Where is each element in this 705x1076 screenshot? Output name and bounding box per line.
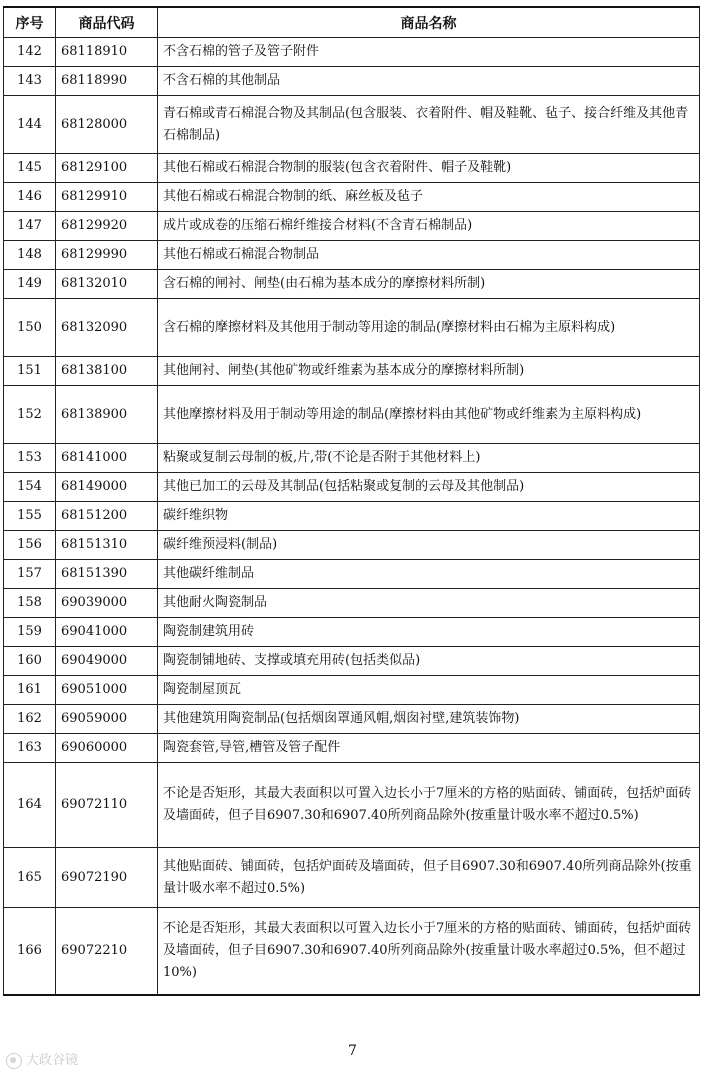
product-code-cell: 68118910	[56, 38, 158, 67]
table-row	[4, 212, 700, 241]
product-name-cell: 碳纤维预浸料(制品)	[158, 531, 700, 560]
product-code-cell: 68151200	[56, 502, 158, 531]
header-product-code: 商品代码	[56, 7, 158, 38]
product-code-cell: 68151310	[56, 531, 158, 560]
product-code-cell: 68128000	[56, 96, 158, 154]
serial-number-cell: 153	[4, 444, 56, 473]
product-name-cell: 其他石棉或石棉混合物制的服装(包含衣着附件、帽子及鞋靴)	[158, 154, 700, 183]
table-row	[4, 241, 700, 270]
serial-number-cell: 152	[4, 386, 56, 444]
serial-number-cell: 148	[4, 241, 56, 270]
serial-number-cell: 160	[4, 647, 56, 676]
product-code-cell: 69072210	[56, 908, 158, 996]
table-row	[4, 589, 700, 618]
product-code-cell: 68129990	[56, 241, 158, 270]
serial-number-cell: 158	[4, 589, 56, 618]
product-name-cell: 其他建筑用陶瓷制品(包括烟囱罩通风帽,烟囱衬壁,建筑装饰物)	[158, 705, 700, 734]
table-row	[4, 618, 700, 647]
table-row	[4, 183, 700, 212]
serial-number-cell: 145	[4, 154, 56, 183]
product-code-cell: 68129920	[56, 212, 158, 241]
product-code-cell: 68118990	[56, 67, 158, 96]
product-code-cell: 69051000	[56, 676, 158, 705]
goods-table	[3, 6, 700, 996]
product-code-cell: 69072110	[56, 763, 158, 848]
product-code-cell: 69049000	[56, 647, 158, 676]
product-name-cell: 陶瓷套管,导管,槽管及管子配件	[158, 734, 700, 763]
product-code-cell: 68149000	[56, 473, 158, 502]
product-name-cell: 其他碳纤维制品	[158, 560, 700, 589]
table-header-row	[4, 7, 700, 38]
page-number: 7	[348, 1043, 357, 1059]
product-code-cell: 68151390	[56, 560, 158, 589]
product-name-cell: 不论是否矩形，其最大表面积以可置入边长小于7厘米的方格的贴面砖、铺面砖，包括炉面砖及墙面砖，但子目6907.30和6907.40所列商品除外(按重量计吸水率超过0.5%，但不超过10%)	[158, 908, 700, 996]
table-row	[4, 560, 700, 589]
product-code-cell: 69060000	[56, 734, 158, 763]
product-name-cell: 含石棉的闸衬、闸垫(由石棉为基本成分的摩擦材料所制)	[158, 270, 700, 299]
serial-number-cell: 150	[4, 299, 56, 357]
serial-number-cell: 142	[4, 38, 56, 67]
product-name-cell: 陶瓷制建筑用砖	[158, 618, 700, 647]
serial-number-cell: 157	[4, 560, 56, 589]
product-code-cell: 69041000	[56, 618, 158, 647]
serial-number-cell: 143	[4, 67, 56, 96]
table-row	[4, 705, 700, 734]
product-code-cell: 69039000	[56, 589, 158, 618]
product-name-cell: 陶瓷制铺地砖、支撑或填充用砖(包括类似品)	[158, 647, 700, 676]
product-code-cell: 68138100	[56, 357, 158, 386]
product-code-cell: 68132090	[56, 299, 158, 357]
product-name-cell: 粘聚或复制云母制的板,片,带(不论是否附于其他材料上)	[158, 444, 700, 473]
product-name-cell: 其他闸衬、闸垫(其他矿物或纤维素为基本成分的摩擦材料所制)	[158, 357, 700, 386]
serial-number-cell: 166	[4, 908, 56, 996]
serial-number-cell: 161	[4, 676, 56, 705]
serial-number-cell: 154	[4, 473, 56, 502]
table-row	[4, 299, 700, 357]
serial-number-cell: 144	[4, 96, 56, 154]
product-code-cell: 68138900	[56, 386, 158, 444]
product-code-cell: 68141000	[56, 444, 158, 473]
product-code-cell: 68132010	[56, 270, 158, 299]
serial-number-cell: 147	[4, 212, 56, 241]
serial-number-cell: 146	[4, 183, 56, 212]
serial-number-cell: 159	[4, 618, 56, 647]
table-row	[4, 357, 700, 386]
table-row	[4, 647, 700, 676]
serial-number-cell: 163	[4, 734, 56, 763]
watermark	[6, 1049, 78, 1069]
table-row	[4, 270, 700, 299]
serial-number-cell: 162	[4, 705, 56, 734]
header-product-name: 商品名称	[158, 7, 700, 38]
table-row	[4, 763, 700, 848]
header-serial-number: 序号	[4, 7, 56, 38]
serial-number-cell: 149	[4, 270, 56, 299]
serial-number-cell: 151	[4, 357, 56, 386]
serial-number-cell: 164	[4, 763, 56, 848]
watermark-text: 大政谷镜	[26, 1053, 79, 1068]
product-name-cell: 不含石棉的管子及管子附件	[158, 38, 700, 67]
serial-number-cell: 155	[4, 502, 56, 531]
table-row	[4, 67, 700, 96]
table-row	[4, 502, 700, 531]
product-name-cell: 成片或成卷的压缩石棉纤维接合材料(不含青石棉制品)	[158, 212, 700, 241]
product-code-cell: 68129100	[56, 154, 158, 183]
product-name-cell: 其他摩擦材料及用于制动等用途的制品(摩擦材料由其他矿物或纤维素为主原料构成)	[158, 386, 700, 444]
table-row	[4, 676, 700, 705]
product-name-cell: 青石棉或青石棉混合物及其制品(包含服装、衣着附件、帽及鞋靴、毡子、接合纤维及其他青石棉制品)	[158, 96, 700, 154]
serial-number-cell: 165	[4, 848, 56, 908]
product-code-cell: 69072190	[56, 848, 158, 908]
product-name-cell: 其他石棉或石棉混合物制的纸、麻丝板及毡子	[158, 183, 700, 212]
product-name-cell: 其他石棉或石棉混合物制品	[158, 241, 700, 270]
product-code-cell: 68129910	[56, 183, 158, 212]
table-row	[4, 38, 700, 67]
product-name-cell: 其他耐火陶瓷制品	[158, 589, 700, 618]
serial-number-cell: 156	[4, 531, 56, 560]
table-row	[4, 908, 700, 996]
watermark-logo-icon	[6, 1053, 22, 1069]
table-row	[4, 531, 700, 560]
table-row	[4, 96, 700, 154]
table-row	[4, 444, 700, 473]
table-row	[4, 154, 700, 183]
table-row	[4, 473, 700, 502]
product-name-cell: 其他贴面砖、铺面砖，包括炉面砖及墙面砖，但子目6907.30和6907.40所列商品除外(按重量计吸水率不超过0.5%)	[158, 848, 700, 908]
product-name-cell: 不含石棉的其他制品	[158, 67, 700, 96]
product-code-cell: 69059000	[56, 705, 158, 734]
product-name-cell: 其他已加工的云母及其制品(包括粘聚或复制的云母及其他制品)	[158, 473, 700, 502]
product-name-cell: 陶瓷制屋顶瓦	[158, 676, 700, 705]
product-name-cell: 碳纤维织物	[158, 502, 700, 531]
table-row	[4, 734, 700, 763]
table-row	[4, 386, 700, 444]
table-row	[4, 848, 700, 908]
product-name-cell: 含石棉的摩擦材料及其他用于制动等用途的制品(摩擦材料由石棉为主原料构成)	[158, 299, 700, 357]
product-name-cell: 不论是否矩形，其最大表面积以可置入边长小于7厘米的方格的贴面砖、铺面砖，包括炉面砖及墙面砖，但子目6907.30和6907.40所列商品除外(按重量计吸水率不超过0.5%)	[158, 763, 700, 848]
